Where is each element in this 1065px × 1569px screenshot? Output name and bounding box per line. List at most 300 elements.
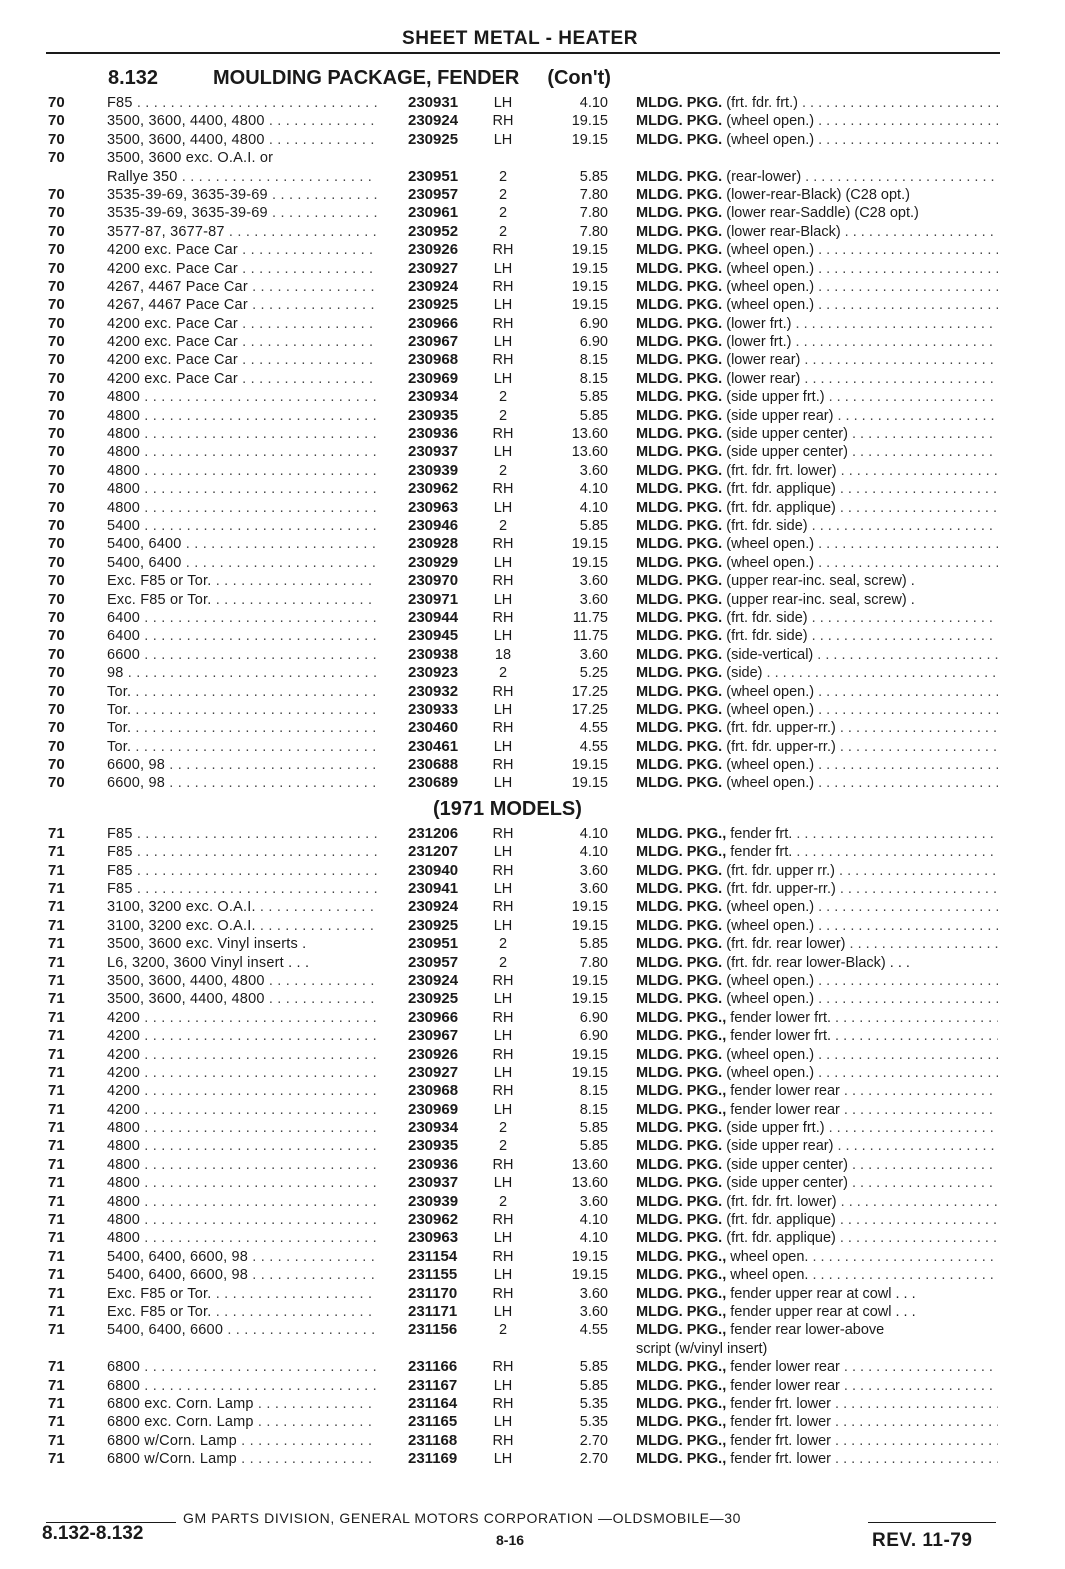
part-description <box>636 880 998 898</box>
model-application: 3100, 3200 exc. O.A.I. . . . <box>107 898 377 916</box>
description-detail: (frt. fdr. upper-rr.) <box>726 881 836 898</box>
side-quantity: 18 <box>494 646 512 663</box>
price: 19.15 <box>571 757 608 774</box>
side-quantity: LH <box>493 1414 513 1431</box>
model-application: 4200 exc. Pace Car . . . <box>107 333 377 351</box>
model-application: 4200 . . . <box>107 1101 377 1119</box>
side-quantity: LH <box>493 917 513 934</box>
part-number: 230928 <box>408 535 459 553</box>
part-row <box>0 149 1065 167</box>
description-prefix: MLDG. PKG. <box>636 862 723 879</box>
part-description <box>636 609 998 627</box>
part-description <box>636 917 998 935</box>
model-application: 4800 . . . <box>107 1119 377 1137</box>
part-description <box>636 1450 998 1468</box>
side-quantity: 2 <box>498 936 508 953</box>
model-application: Tor. . . . <box>107 701 377 719</box>
price: 7.80 <box>579 205 608 222</box>
part-description <box>636 1432 998 1450</box>
part-row <box>0 443 1065 461</box>
part-number: 230937 <box>408 1174 459 1192</box>
side-quantity: LH <box>493 775 513 792</box>
description-detail: (side upper center) <box>726 1156 848 1173</box>
description-prefix: MLDG. PKG. <box>636 131 723 148</box>
part-number: 230939 <box>408 1192 459 1210</box>
page-title: SHEET METAL - HEATER <box>402 28 638 49</box>
part-description <box>636 1413 998 1431</box>
description-detail: (frt. fdr. side) <box>726 628 808 645</box>
part-number: 230934 <box>408 1119 459 1137</box>
part-row <box>0 425 1065 443</box>
part-number: 230941 <box>408 880 459 898</box>
price: 4.10 <box>579 844 608 861</box>
model-year: 70 <box>48 130 65 148</box>
part-description <box>636 1211 998 1229</box>
part-description <box>636 241 998 259</box>
description-detail: script (w/vinyl insert) <box>636 1340 768 1357</box>
side-quantity: RH <box>492 278 514 295</box>
part-number: 230927 <box>408 1063 459 1081</box>
model-application: 5400, 6400, 6600, 98 . . . <box>107 1248 377 1266</box>
model-year: 70 <box>48 608 65 626</box>
part-row <box>0 499 1065 517</box>
part-number: 231171 <box>408 1303 458 1320</box>
part-number: 230951 <box>408 167 459 185</box>
description-detail: (upper rear-inc. seal, screw) . <box>726 573 915 590</box>
side-quantity: 2 <box>498 954 508 971</box>
description-detail: fender lower rear <box>730 1083 840 1100</box>
part-number: 230967 <box>408 333 459 351</box>
price: 5.35 <box>579 1395 608 1412</box>
description-prefix: MLDG. PKG., <box>636 1395 727 1412</box>
description-detail: fender frt. lower <box>730 1432 832 1449</box>
side-quantity: RH <box>492 609 514 626</box>
side-quantity: RH <box>492 683 514 700</box>
description-detail: (frt. fdr. frt. lower) <box>726 462 837 479</box>
part-row <box>0 1046 1065 1064</box>
description-prefix: MLDG. PKG. <box>636 517 723 534</box>
side-quantity: LH <box>493 738 513 755</box>
model-year: 71 <box>48 1192 65 1210</box>
description-detail: (frt. fdr. applique) <box>726 481 836 498</box>
side-quantity: LH <box>493 1064 513 1081</box>
description-prefix: MLDG. PKG., <box>636 1377 727 1394</box>
part-number: 230936 <box>408 425 459 443</box>
title-divider <box>46 52 1000 54</box>
model-application: 98 . . . <box>107 664 377 682</box>
model-year: 71 <box>48 880 65 898</box>
footer-page-number: 8-16 <box>496 1532 525 1548</box>
price: 4.10 <box>579 95 608 111</box>
side-quantity: LH <box>493 628 513 645</box>
side-quantity: LH <box>493 1304 513 1320</box>
part-number: 230945 <box>408 627 459 645</box>
part-number: 230933 <box>408 700 459 718</box>
model-application: 4800 . . . <box>107 1174 377 1192</box>
description-detail: (lower rear-Saddle) (C28 opt.) <box>726 205 919 222</box>
part-row <box>0 315 1065 333</box>
price: 19.15 <box>571 554 608 571</box>
part-number: 230940 <box>408 861 459 879</box>
section-heading <box>108 67 611 93</box>
part-row <box>0 1229 1065 1247</box>
part-row <box>0 646 1065 664</box>
model-year: 70 <box>48 277 65 295</box>
description-prefix: MLDG. PKG. <box>636 205 723 222</box>
description-detail: (wheel open.) <box>726 701 815 718</box>
price: 6.90 <box>579 1009 608 1026</box>
part-description <box>636 1321 998 1339</box>
part-number: 230925 <box>408 296 459 314</box>
model-application: 6400 . . . <box>107 627 377 645</box>
price: 4.55 <box>579 738 608 755</box>
side-quantity: RH <box>492 825 514 842</box>
model-year: 71 <box>48 1137 65 1155</box>
part-number: 230924 <box>408 112 459 130</box>
description-prefix: MLDG. PKG. <box>636 481 723 498</box>
price: 5.85 <box>579 389 608 406</box>
part-row <box>0 1137 1065 1155</box>
description-detail: fender upper rear at cowl . . . <box>730 1304 916 1320</box>
part-row <box>0 1303 1065 1321</box>
part-row <box>0 535 1065 553</box>
model-application: 4200 . . . <box>107 1027 377 1045</box>
side-quantity: RH <box>492 1395 514 1412</box>
part-description <box>636 701 998 719</box>
part-description <box>636 535 998 553</box>
price: 5.85 <box>579 517 608 534</box>
part-number: 231155 <box>408 1266 458 1284</box>
part-number: 231169 <box>408 1450 458 1468</box>
side-quantity: LH <box>493 701 513 718</box>
part-row <box>0 1395 1065 1413</box>
part-description <box>636 756 998 774</box>
side-quantity: 2 <box>498 1138 508 1155</box>
model-year: 71 <box>48 824 65 842</box>
part-number: 230969 <box>408 369 459 387</box>
description-detail: (wheel open.) <box>726 278 815 295</box>
part-row <box>0 112 1065 130</box>
price: 19.15 <box>571 972 608 989</box>
price: 7.80 <box>579 186 608 203</box>
model-year: 71 <box>48 916 65 934</box>
description-detail: (frt. fdr. applique) <box>726 1212 836 1229</box>
part-description <box>636 370 998 388</box>
side-quantity: RH <box>492 862 514 879</box>
side-quantity: RH <box>492 1212 514 1229</box>
model-year: 71 <box>48 1045 65 1063</box>
model-application: Exc. F85 or Tor. . . . <box>107 591 377 609</box>
part-number: 230936 <box>408 1155 459 1173</box>
model-application: Rallye 350 . . . <box>107 168 377 186</box>
part-row <box>0 260 1065 278</box>
description-prefix: MLDG. PKG., <box>636 1432 727 1449</box>
model-year: 71 <box>48 1247 65 1265</box>
model-year: 70 <box>48 756 65 774</box>
part-description <box>636 862 998 880</box>
part-description <box>636 425 998 443</box>
price: 11.75 <box>572 609 608 626</box>
part-number: 230924 <box>408 277 459 295</box>
part-number: 231170 <box>408 1284 458 1302</box>
description-prefix: MLDG. PKG., <box>636 1322 727 1339</box>
part-description <box>636 898 998 916</box>
price: 3.60 <box>579 1304 608 1320</box>
description-detail: (wheel open.) <box>726 536 815 553</box>
model-application: 3100, 3200 exc. O.A.I. . . . <box>107 917 377 935</box>
price: 8.15 <box>579 370 608 387</box>
side-quantity: RH <box>492 573 514 590</box>
model-year: 70 <box>48 461 65 479</box>
model-year-subheading <box>0 793 1065 825</box>
part-description <box>636 1193 998 1211</box>
price: 17.25 <box>571 701 608 718</box>
model-application: 5400, 6400 . . . <box>107 554 377 572</box>
side-quantity: RH <box>492 1156 514 1173</box>
model-application: 3500, 3600, 4400, 4800 . . . <box>107 131 377 149</box>
part-description <box>636 94 998 112</box>
description-prefix: MLDG. PKG., <box>636 844 727 861</box>
model-year: 71 <box>48 1100 65 1118</box>
price: 13.60 <box>571 444 608 461</box>
description-detail: (lower frt.) <box>726 334 792 351</box>
side-quantity: LH <box>493 1377 513 1394</box>
part-number: 230924 <box>408 971 459 989</box>
description-prefix: MLDG. PKG. <box>636 720 723 737</box>
price: 4.10 <box>579 1230 608 1247</box>
model-year: 70 <box>48 516 65 534</box>
description-detail: wheel open. <box>730 1267 809 1284</box>
description-prefix: MLDG. PKG. <box>636 1046 723 1063</box>
description-prefix: MLDG. PKG. <box>636 426 723 443</box>
model-application: F85 . . . <box>107 880 377 898</box>
part-description <box>636 825 998 843</box>
part-description <box>636 1285 998 1303</box>
price: 4.55 <box>579 720 608 737</box>
part-description <box>636 462 998 480</box>
part-row <box>0 1413 1065 1431</box>
model-application: 4200 exc. Pace Car . . . <box>107 241 377 259</box>
model-application: 4800 . . . <box>107 499 377 517</box>
part-description <box>636 719 998 737</box>
model-application: 4800 . . . <box>107 443 377 461</box>
side-quantity: LH <box>493 444 513 461</box>
part-row <box>0 701 1065 719</box>
price: 19.15 <box>571 1064 608 1081</box>
part-row <box>0 609 1065 627</box>
model-application: F85 . . . <box>107 825 377 843</box>
description-prefix: MLDG. PKG. <box>636 370 723 387</box>
side-quantity: LH <box>493 1101 513 1118</box>
part-row <box>0 843 1065 861</box>
side-quantity: LH <box>493 95 513 111</box>
description-prefix: MLDG. PKG. <box>636 444 723 461</box>
description-detail: wheel open. <box>730 1248 809 1265</box>
model-application: Exc. F85 or Tor. . . . <box>107 1285 377 1303</box>
part-number: 230963 <box>408 498 459 516</box>
side-quantity: 2 <box>498 1120 508 1137</box>
model-application: Exc. F85 or Tor. . . . <box>107 1303 377 1321</box>
model-year: 71 <box>48 1376 65 1394</box>
model-application: 5400, 6400 . . . <box>107 535 377 553</box>
description-detail: (side upper frt.) <box>726 1120 825 1137</box>
price: 13.60 <box>571 1175 608 1192</box>
side-quantity: RH <box>492 1359 514 1376</box>
description-detail: (frt. fdr. rear lower-Black) . . . <box>726 954 910 971</box>
description-prefix: MLDG. PKG. <box>636 499 723 516</box>
model-application: 4800 . . . <box>107 1137 377 1155</box>
side-quantity: 2 <box>498 1322 508 1339</box>
side-quantity: 2 <box>498 205 508 222</box>
part-number: 230925 <box>408 130 459 148</box>
part-row <box>0 917 1065 935</box>
footer-publisher: GM PARTS DIVISION, GENERAL MOTORS CORPORATION —OLDSMOBILE—30 <box>183 1510 741 1526</box>
side-quantity: RH <box>492 1285 514 1302</box>
model-year: 70 <box>48 590 65 608</box>
description-prefix: MLDG. PKG. <box>636 881 723 898</box>
part-description <box>636 388 998 406</box>
part-description <box>636 499 998 517</box>
description-detail: (wheel open.) <box>726 260 815 277</box>
price: 3.60 <box>579 573 608 590</box>
model-application: 4200 . . . <box>107 1064 377 1082</box>
side-quantity: RH <box>492 426 514 443</box>
price: 5.85 <box>579 407 608 424</box>
description-detail: (frt. fdr. rear lower) <box>726 936 846 953</box>
part-row <box>0 1266 1065 1284</box>
part-description <box>636 554 998 572</box>
price: 19.15 <box>571 1248 608 1265</box>
part-row <box>0 664 1065 682</box>
model-year: 70 <box>48 498 65 516</box>
description-prefix: MLDG. PKG. <box>636 917 723 934</box>
footer-section-range: 8.132-8.132 <box>42 1523 144 1544</box>
part-number: 230934 <box>408 388 459 406</box>
part-row <box>0 954 1065 972</box>
description-detail: fender lower rear <box>730 1377 840 1394</box>
model-application: 4267, 4467 Pace Car . . . <box>107 296 377 314</box>
description-prefix: MLDG. PKG. <box>636 954 723 971</box>
description-detail: (side upper rear) <box>726 1138 834 1155</box>
price: 3.60 <box>579 1193 608 1210</box>
part-number: 230929 <box>408 553 459 571</box>
description-prefix: MLDG. PKG. <box>636 991 723 1008</box>
part-description <box>636 1027 998 1045</box>
description-detail: fender rear lower-above <box>730 1322 885 1339</box>
description-prefix: MLDG. PKG. <box>636 1138 723 1155</box>
description-prefix: MLDG. PKG. <box>636 683 723 700</box>
description-detail: (side) <box>726 665 763 682</box>
description-detail: (wheel open.) <box>726 972 815 989</box>
part-number: 230924 <box>408 898 459 916</box>
model-application: 6800 . . . <box>107 1377 377 1395</box>
description-prefix: MLDG. PKG. <box>636 315 723 332</box>
model-year: 70 <box>48 406 65 424</box>
model-year: 71 <box>48 1431 65 1449</box>
description-detail: (frt. fdr. applique) <box>726 1230 836 1247</box>
price: 19.15 <box>571 991 608 1008</box>
model-year: 70 <box>48 296 65 314</box>
description-detail: (wheel open.) <box>726 683 815 700</box>
price: 19.15 <box>571 775 608 792</box>
description-prefix: MLDG. PKG., <box>636 1267 727 1284</box>
description-prefix: MLDG. PKG. <box>636 1175 723 1192</box>
side-quantity: 2 <box>498 462 508 479</box>
model-application: 4200 exc. Pace Car . . . <box>107 315 377 333</box>
description-prefix: MLDG. PKG. <box>636 113 723 130</box>
part-row <box>0 1082 1065 1100</box>
part-description <box>636 168 998 186</box>
part-number: 230932 <box>408 682 459 700</box>
price: 19.15 <box>571 131 608 148</box>
price: 6.90 <box>579 315 608 332</box>
part-number: 230935 <box>408 406 459 424</box>
description-prefix: MLDG. PKG. <box>636 223 723 240</box>
part-row <box>0 935 1065 953</box>
model-application: 6800 exc. Corn. Lamp . . . <box>107 1395 377 1413</box>
part-number: 230957 <box>408 185 459 203</box>
part-row <box>0 1193 1065 1211</box>
description-prefix: MLDG. PKG. <box>636 899 723 916</box>
part-description <box>636 1303 998 1321</box>
price: 8.15 <box>579 1101 608 1118</box>
part-description <box>636 843 998 861</box>
model-year: 71 <box>48 1027 65 1045</box>
price: 5.85 <box>579 1359 608 1376</box>
section-number: 8.132 <box>108 67 159 89</box>
price: 5.85 <box>579 1377 608 1394</box>
model-application: 4200 exc. Pace Car . . . <box>107 370 377 388</box>
model-year: 70 <box>48 682 65 700</box>
model-application: Tor. . . . <box>107 683 377 701</box>
model-application: F85 . . . <box>107 843 377 861</box>
model-application: 6800 w/Corn. Lamp . . . <box>107 1432 377 1450</box>
model-year: 71 <box>48 1229 65 1247</box>
part-description <box>636 591 998 609</box>
model-application: 4800 . . . <box>107 462 377 480</box>
part-number: 230946 <box>408 516 459 534</box>
model-year: 70 <box>48 333 65 351</box>
description-detail: (lower rear) <box>726 370 801 387</box>
part-description <box>636 1156 998 1174</box>
description-detail: (frt. fdr. frt. lower) <box>726 1193 837 1210</box>
description-detail: (wheel open.) <box>726 899 815 916</box>
model-year: 71 <box>48 861 65 879</box>
part-description <box>636 738 998 756</box>
side-quantity: RH <box>492 972 514 989</box>
part-number: 230689 <box>408 774 459 792</box>
model-year: 71 <box>48 990 65 1008</box>
part-row <box>0 1432 1065 1450</box>
part-description <box>636 1101 998 1119</box>
description-prefix: MLDG. PKG. <box>636 646 723 663</box>
model-year: 70 <box>48 535 65 553</box>
price: 13.60 <box>571 1156 608 1173</box>
part-description <box>636 260 998 278</box>
side-quantity: LH <box>493 1451 513 1468</box>
price: 7.80 <box>579 954 608 971</box>
part-row <box>0 591 1065 609</box>
model-application: 4800 . . . <box>107 480 377 498</box>
description-prefix: MLDG. PKG. <box>636 936 723 953</box>
price: 8.15 <box>579 1083 608 1100</box>
model-year: 71 <box>48 1303 65 1320</box>
part-description <box>636 1395 998 1413</box>
description-prefix: MLDG. PKG. <box>636 775 723 792</box>
model-application: 4800 . . . <box>107 1211 377 1229</box>
price: 2.70 <box>579 1432 608 1449</box>
part-number: 230926 <box>408 1045 459 1063</box>
